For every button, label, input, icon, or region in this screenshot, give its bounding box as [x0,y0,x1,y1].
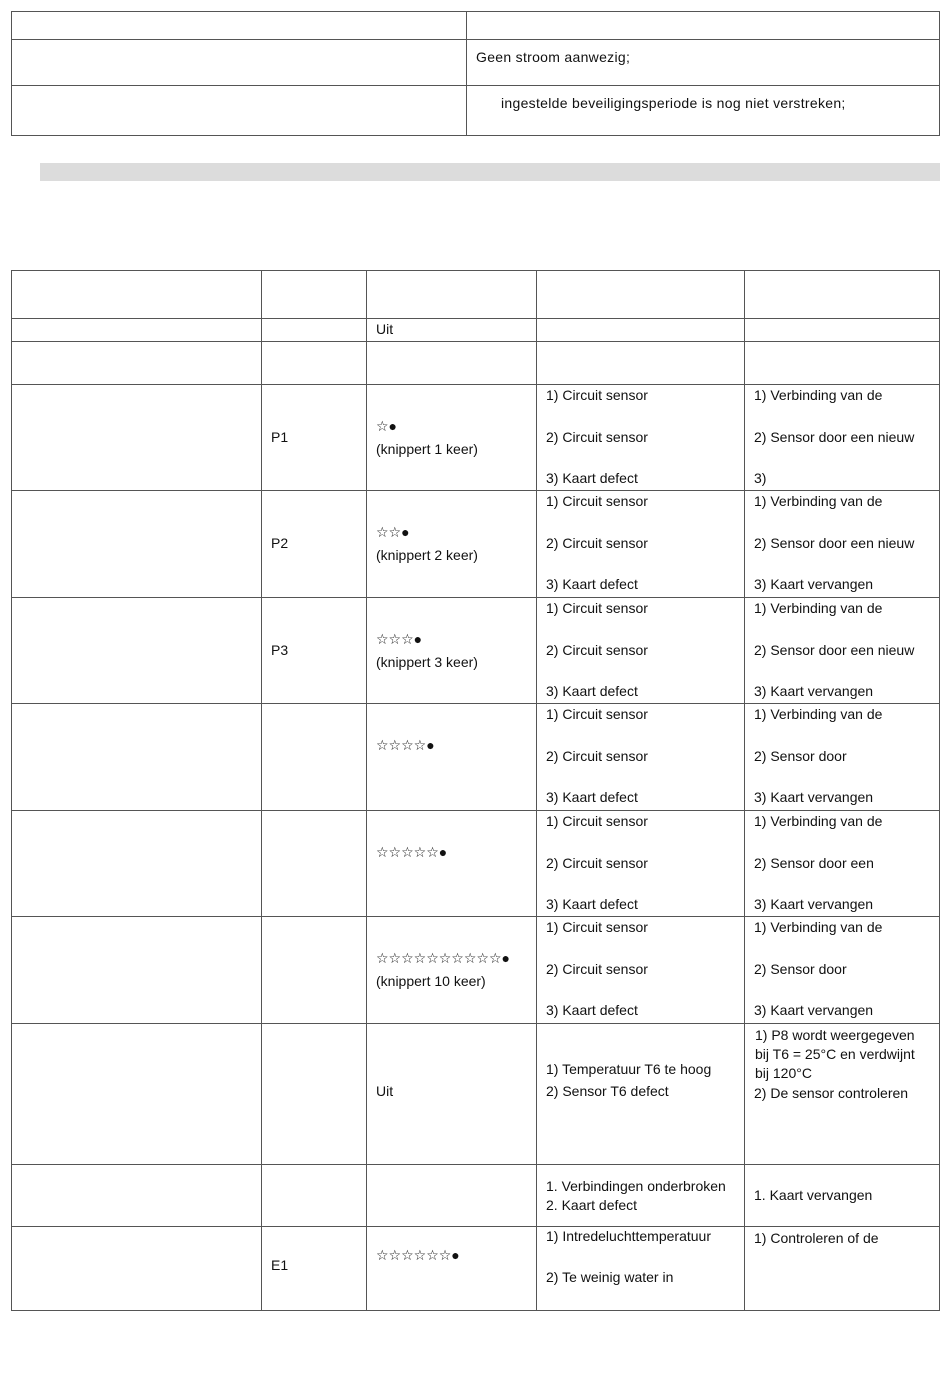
cell [12,704,262,811]
cell [367,342,537,385]
header-cell [537,271,745,319]
blink-text: (knippert 1 keer) [376,441,478,457]
signal-symbols: ☆☆☆☆☆☆☆☆☆☆● [376,950,510,966]
solution-3: 3) [754,470,767,486]
cell [12,917,262,1024]
table-row [12,811,940,917]
signal-cell [367,598,537,704]
fault-code: P2 [271,535,289,551]
solution-1: 1) Verbinding van de [754,387,883,403]
top-cell-3-1 [12,86,467,136]
cause-cell [537,1165,745,1227]
cell [745,342,940,385]
signal-symbols: ☆● [376,418,398,434]
header-cell [12,271,262,319]
cell [262,1024,367,1165]
cell [12,342,262,385]
signal-cell [367,1227,537,1311]
cell [12,319,262,342]
blink-text: (knippert 10 keer) [376,973,486,989]
cause-2: 2) Circuit sensor [546,535,648,551]
cause-cell [537,917,745,1024]
section-divider-bar [40,163,940,181]
solution-3: 3) Kaart vervangen [754,1002,874,1018]
cell [12,1024,262,1165]
solution-2: 2) De sensor controleren [754,1085,909,1101]
cause-3: 3) Kaart defect [546,1002,638,1018]
code-cell [262,598,367,704]
cause-3: 3) Kaart defect [546,896,638,912]
cell [12,1227,262,1311]
solution-2: 2) Sensor door een [754,855,874,871]
power-absent-text: Geen stroom aanwezig; [476,49,631,65]
solution-2: 2) Sensor door [754,961,847,977]
cause-1: 1) Circuit sensor [546,493,648,509]
cause-2: 2) Circuit sensor [546,855,648,871]
signal-symbols: ☆☆☆● [376,631,423,647]
solution-cell [745,1165,940,1227]
cause-2: 2) Te weinig water in [546,1269,674,1285]
cause-1: 1) Circuit sensor [546,919,648,935]
cell [12,1165,262,1227]
table-row [12,917,940,1024]
cell [12,491,262,598]
cause-2: 2. Kaart defect [546,1197,638,1213]
cell [262,811,367,917]
signal-symbols: ☆☆● [376,524,410,540]
solution-2: 2) Sensor door [754,748,847,764]
signal-cell [367,319,537,342]
cause-cell [537,1227,745,1311]
table-row [12,1165,940,1227]
cell [745,319,940,342]
table-row-p2 [12,491,940,598]
header-cell [745,271,940,319]
cell [262,319,367,342]
solution-1: 1) Controleren of de [754,1230,879,1246]
solution-cell [745,704,940,811]
top-cell-1-1 [12,12,467,40]
top-table [11,11,940,136]
table-row-p3 [12,598,940,704]
top-cell-3-2 [467,86,940,136]
cause-cell [537,491,745,598]
solution-cell [745,1227,940,1311]
signal-cell [367,385,537,491]
cell [262,1165,367,1227]
table-row [12,319,940,342]
signal-cell [367,491,537,598]
solution-1: 1) P8 wordt weergegeven bij T6 = 25°C en verdwijnt bij 120°C [755,1027,915,1081]
cause-cell [537,598,745,704]
cell [537,342,745,385]
solution-1: 1) Verbinding van de [754,813,883,829]
solution-3: 3) Kaart vervangen [754,896,874,912]
code-cell [262,1227,367,1311]
signal-symbols: ☆☆☆☆● [376,737,435,753]
header-cell [262,271,367,319]
cause-1: 1. Verbindingen onderbroken [546,1178,726,1194]
solution-2: 2) Sensor door een nieuw [754,535,915,551]
cause-2: 2) Circuit sensor [546,642,648,658]
cause-3: 3) Kaart defect [546,576,638,592]
solution-cell [745,598,940,704]
cell [262,342,367,385]
header-cell [367,271,537,319]
top-cell-2-1 [12,40,467,86]
solution-cell [745,1024,940,1165]
cause-1: 1) Circuit sensor [546,387,648,403]
table-row [12,704,940,811]
cause-2: 2) Circuit sensor [546,748,648,764]
cell [12,811,262,917]
blink-text: (knippert 2 keer) [376,547,478,563]
cause-1: 1) Temperatuur T6 te hoog [546,1061,712,1077]
solution-1: 1. Kaart vervangen [754,1187,873,1203]
solution-1: 1) Verbinding van de [754,493,883,509]
solution-cell [745,811,940,917]
solution-3: 3) Kaart vervangen [754,576,874,592]
cause-3: 3) Kaart defect [546,683,638,699]
code-cell [262,385,367,491]
cause-1: 1) Circuit sensor [546,600,648,616]
cause-1: 1) Circuit sensor [546,813,648,829]
signal-symbols: ☆☆☆☆☆● [376,844,448,860]
fault-code: E1 [271,1257,289,1273]
fault-code: P1 [271,429,289,445]
cell [262,704,367,811]
fault-code: P3 [271,642,289,658]
solution-cell [745,917,940,1024]
code-cell [262,491,367,598]
cause-2: 2) Circuit sensor [546,961,648,977]
table-row [12,342,940,385]
signal-cell [367,1024,537,1165]
cause-cell [537,385,745,491]
solution-cell [745,385,940,491]
solution-2: 2) Sensor door een nieuw [754,429,915,445]
solution-1: 1) Verbinding van de [754,600,883,616]
solution-3: 3) Kaart vervangen [754,683,874,699]
cell [367,1165,537,1227]
cause-cell [537,704,745,811]
solution-1: 1) Verbinding van de [754,919,883,935]
cause-2: 2) Circuit sensor [546,429,648,445]
solution-3: 3) Kaart vervangen [754,789,874,805]
cell [537,319,745,342]
signal-cell [367,917,537,1024]
signal-text: Uit [376,321,394,337]
top-cell-2-2 [467,40,940,86]
protection-period-text: ingestelde beveiligingsperiode is nog niet verstreken; [501,95,846,111]
cell [12,598,262,704]
signal-text: Uit [376,1083,394,1099]
fault-table [11,270,940,1311]
table-row-e1 [12,1227,940,1311]
cause-3: 3) Kaart defect [546,470,638,486]
cause-1: 1) Intredeluchttemperatuur [546,1228,711,1244]
cause-2: 2) Sensor T6 defect [546,1083,669,1099]
table-row [12,1024,940,1165]
cell [262,917,367,1024]
blink-text: (knippert 3 keer) [376,654,478,670]
cause-cell [537,811,745,917]
top-cell-1-2 [467,12,940,40]
table-row-p1 [12,385,940,491]
cause-3: 3) Kaart defect [546,789,638,805]
cause-cell [537,1024,745,1165]
signal-cell [367,811,537,917]
solution-cell [745,491,940,598]
solution-1: 1) Verbinding van de [754,706,883,722]
solution-2: 2) Sensor door een nieuw [754,642,915,658]
cell [12,385,262,491]
signal-cell [367,704,537,811]
signal-symbols: ☆☆☆☆☆☆● [376,1247,460,1263]
cause-1: 1) Circuit sensor [546,706,648,722]
table-row-header [12,271,940,319]
